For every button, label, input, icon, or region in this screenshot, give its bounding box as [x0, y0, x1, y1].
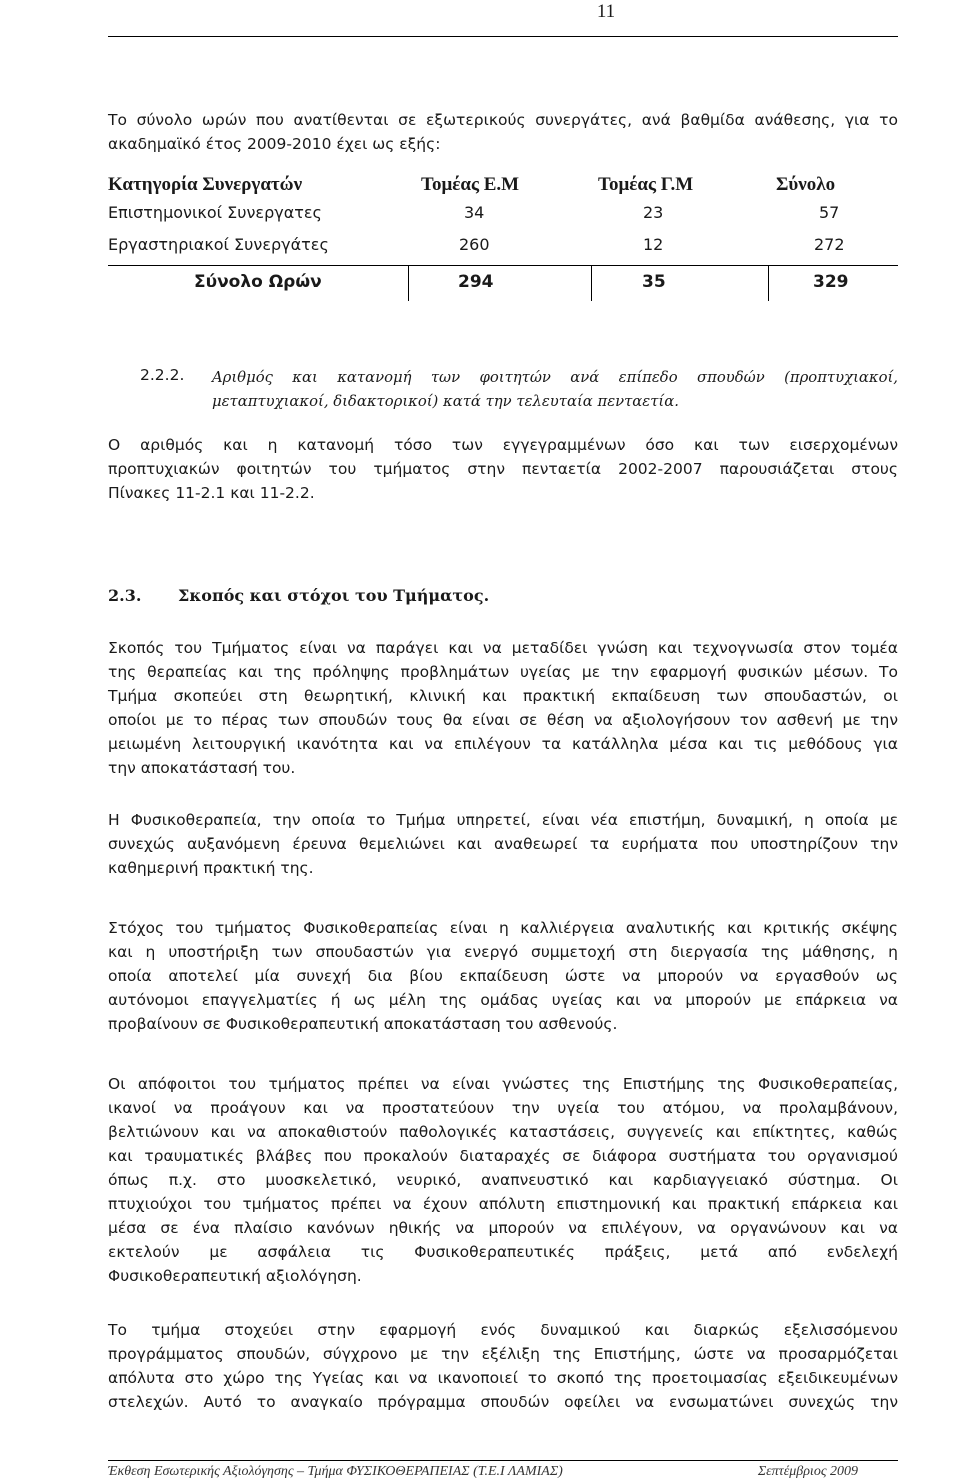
- table-total-cell: Σύνολο Ωρών: [194, 272, 322, 292]
- table-header-cell: Σύνολο: [776, 174, 836, 195]
- table-rule: [108, 265, 898, 266]
- text-line: στελεχών. Αυτό το αναγκαίο πρόγραμμα σπουδών οφείλει να ενσωματώνει συνεχώς την: [108, 1393, 898, 1411]
- text-line: βελτιώνουν και να αποκαθιστούν παθολογικές καταστάσεις, συγγενείς και επίκτητες, καθώς: [108, 1123, 898, 1141]
- table-cell: 12: [643, 235, 664, 254]
- table-total-cell: 329: [813, 272, 849, 292]
- table-header-cell: Κατηγορία Συνεργατών: [108, 174, 303, 195]
- table-row: [108, 230, 898, 260]
- table-total-row: [108, 267, 898, 297]
- table-header-row: [108, 170, 898, 200]
- table-divider: [408, 265, 409, 301]
- table-cell: 34: [464, 203, 485, 222]
- paragraph: [108, 916, 898, 1036]
- text-line: συνεχώς αυξανόμενη έρευνα θεμελιώνει και αναθεωρεί τα ευρήματα που υποστηρίζουν την: [108, 835, 898, 853]
- text-line: της θεραπείας και της πρόληψης προβλημάτων υγείας με την εφαρμογή φυσικών μέσων. Το: [108, 663, 898, 681]
- page-footer: [108, 1460, 898, 1483]
- table-header-cell: Τομέας Ε.Μ: [421, 174, 520, 195]
- paragraph: [108, 808, 898, 880]
- text-line: εκτελούν με ασφάλεια τις Φυσικοθεραπευτικές πράξεις, μετά από ενδελεχή: [108, 1243, 898, 1261]
- table-cell: Επιστημονικοί Συνεργατες: [108, 203, 322, 222]
- section-title: [212, 366, 898, 414]
- table-cell: Εργαστηριακοί Συνεργάτες: [108, 235, 329, 254]
- table-divider: [768, 265, 769, 301]
- text-line: προπτυχιακών φοιτητών του τμήματος στην πενταετία 2002-2007 παρουσιάζεται στους: [108, 460, 898, 478]
- text-line: Οι απόφοιτοι του τμήματος πρέπει να είναι γνώστες της Επιστήμης της Φυσικοθεραπείας,: [108, 1075, 898, 1093]
- text-line: οποία αποτελεί μία συνεχή δια βίου εκπαίδευση ώστε να μπορούν να εργασθούν ως: [108, 967, 898, 985]
- text-line: αυτόνομοι επαγγελματίες ή ως μέλη της ομάδας υγείας και να μπορούν με επάρκεια να: [108, 991, 898, 1009]
- text-line: Ο αριθμός και η κατανομή τόσο των εγγεγραμμένων όσο και των εισερχομένων: [108, 436, 898, 454]
- table-cell: 23: [643, 203, 664, 222]
- text-line: Το σύνολο ωρών που ανατίθενται σε εξωτερικούς συνεργάτες, ανά βαθμίδα ανάθεσης, για το: [108, 111, 898, 129]
- table-cell: 57: [819, 203, 840, 222]
- text-line: πτυχιούχοι του τμήματος πρέπει να έχουν απόλυτη επιστημονική και πρακτική επάρκεια και: [108, 1195, 898, 1213]
- text-line: οποίοι με το πέρας των σπουδών τους θα είναι σε θέση να αξιολογήσουν τον ασθενή με την: [108, 711, 898, 729]
- text-line: Αριθμός και κατανομή των φοιτητών ανά επίπεδο σπουδών (προπτυχιακοί,: [212, 369, 898, 386]
- section-number: 2.3.: [108, 586, 142, 605]
- section-number: 2.2.2.: [140, 366, 185, 384]
- text-line: προβαίνουν σε Φυσικοθεραπευτική αποκατάσταση του ασθενούς.: [108, 1015, 618, 1033]
- text-line: προγράμματος σπουδών, σύγχρονο με την εξέλιξη της Επιστήμης, ώστε να προσαρμόζεται: [108, 1345, 898, 1363]
- text-line: Στόχος του τμήματος Φυσικοθεραπείας είναι η καλλιέργεια αναλυτικής και κριτικής σκέψης: [108, 919, 898, 937]
- table-total-cell: 294: [458, 272, 494, 292]
- text-line: μειωμένη λειτουργική ικανότητα και να επιλέγουν τα κατάλληλα μέσα και τις μεθόδους για: [108, 735, 898, 753]
- table-cell: 260: [459, 235, 490, 254]
- table-header-cell: Τομέας Γ.Μ: [598, 174, 694, 195]
- text-line: την αποκατάστασή του.: [108, 759, 296, 777]
- text-line: μεταπτυχιακοί, διδακτορικοί) κατά την τελευταία πενταετία.: [212, 393, 679, 410]
- table-divider: [591, 265, 592, 301]
- table-total-cell: 35: [642, 272, 666, 292]
- paragraph: [108, 1072, 898, 1288]
- text-line: ικανοί να προάγουν και να προστατεύουν την υγεία του ατόμου, να προλαμβάνουν,: [108, 1099, 898, 1117]
- text-line: ακαδημαϊκό έτος 2009-2010 έχει ως εξής:: [108, 135, 441, 153]
- text-line: καθημερινή πρακτική της.: [108, 859, 314, 877]
- text-line: Φυσικοθεραπευτική αξιολόγηση.: [108, 1267, 362, 1285]
- table-row: [108, 198, 898, 228]
- footer-left-text: Έκθεση Εσωτερικής Αξιολόγησης – Τμήμα ΦΥΣΙΚΟΘΕΡΑΠΕΙΑΣ (Τ.Ε.Ι ΛΑΜΙΑΣ): [108, 1464, 563, 1479]
- text-line: Τμήμα σκοπεύει στη θεωρητική, κλινική και πρακτική εκπαίδευση των σπουδαστών, οι: [108, 687, 898, 705]
- text-line: και τραυματικές βλάβες που προκαλούν διαταραχές σε διάφορα συστήματα του οργανισμού: [108, 1147, 898, 1165]
- intro-paragraph: [108, 108, 898, 156]
- text-line: όπως π.χ. στο μυοσκελετικό, νευρικό, αναπνευστικό και καρδιαγγειακό σύστημα. Οι: [108, 1171, 898, 1189]
- footer-date: Σεπτέμβριος 2009: [757, 1464, 858, 1479]
- table-cell: 272: [814, 235, 845, 254]
- students-paragraph: [108, 433, 898, 505]
- section-title: Σκοπός και στόχοι του Τμήματος.: [178, 586, 490, 605]
- paragraph: [108, 1318, 898, 1414]
- text-line: και η υποστήριξη των σπουδαστών για ενεργό συμμετοχή στη διεργασία της μάθησης, η: [108, 943, 898, 961]
- page-header: [108, 0, 898, 37]
- text-line: Το τμήμα στοχεύει στην εφαρμογή ενός δυναμικού και διαρκώς εξελισσόμενου: [108, 1321, 898, 1339]
- text-line: Η Φυσικοθεραπεία, την οποία το Τμήμα υπηρετεί, είναι νέα επιστήμη, δυναμική, η οποία με: [108, 811, 898, 829]
- paragraph: [108, 636, 898, 780]
- page-number: 11: [596, 1, 616, 22]
- text-line: μέσα σε ένα πλαίσιο κανόνων ηθικής να μπορούν να επιλέγουν, να οργανώνουν και να: [108, 1219, 898, 1237]
- text-line: απόλυτα στο χώρο της Υγείας και να ικανοποιεί το σκοπό της προετοιμασίας εξειδικευμένων: [108, 1369, 898, 1387]
- text-line: Πίνακες 11-2.1 και 11-2.2.: [108, 484, 315, 502]
- text-line: Σκοπός του Τμήματος είναι να παράγει και να μεταδίδει γνώση και τεχνογνωσία στον τομέα: [108, 639, 898, 657]
